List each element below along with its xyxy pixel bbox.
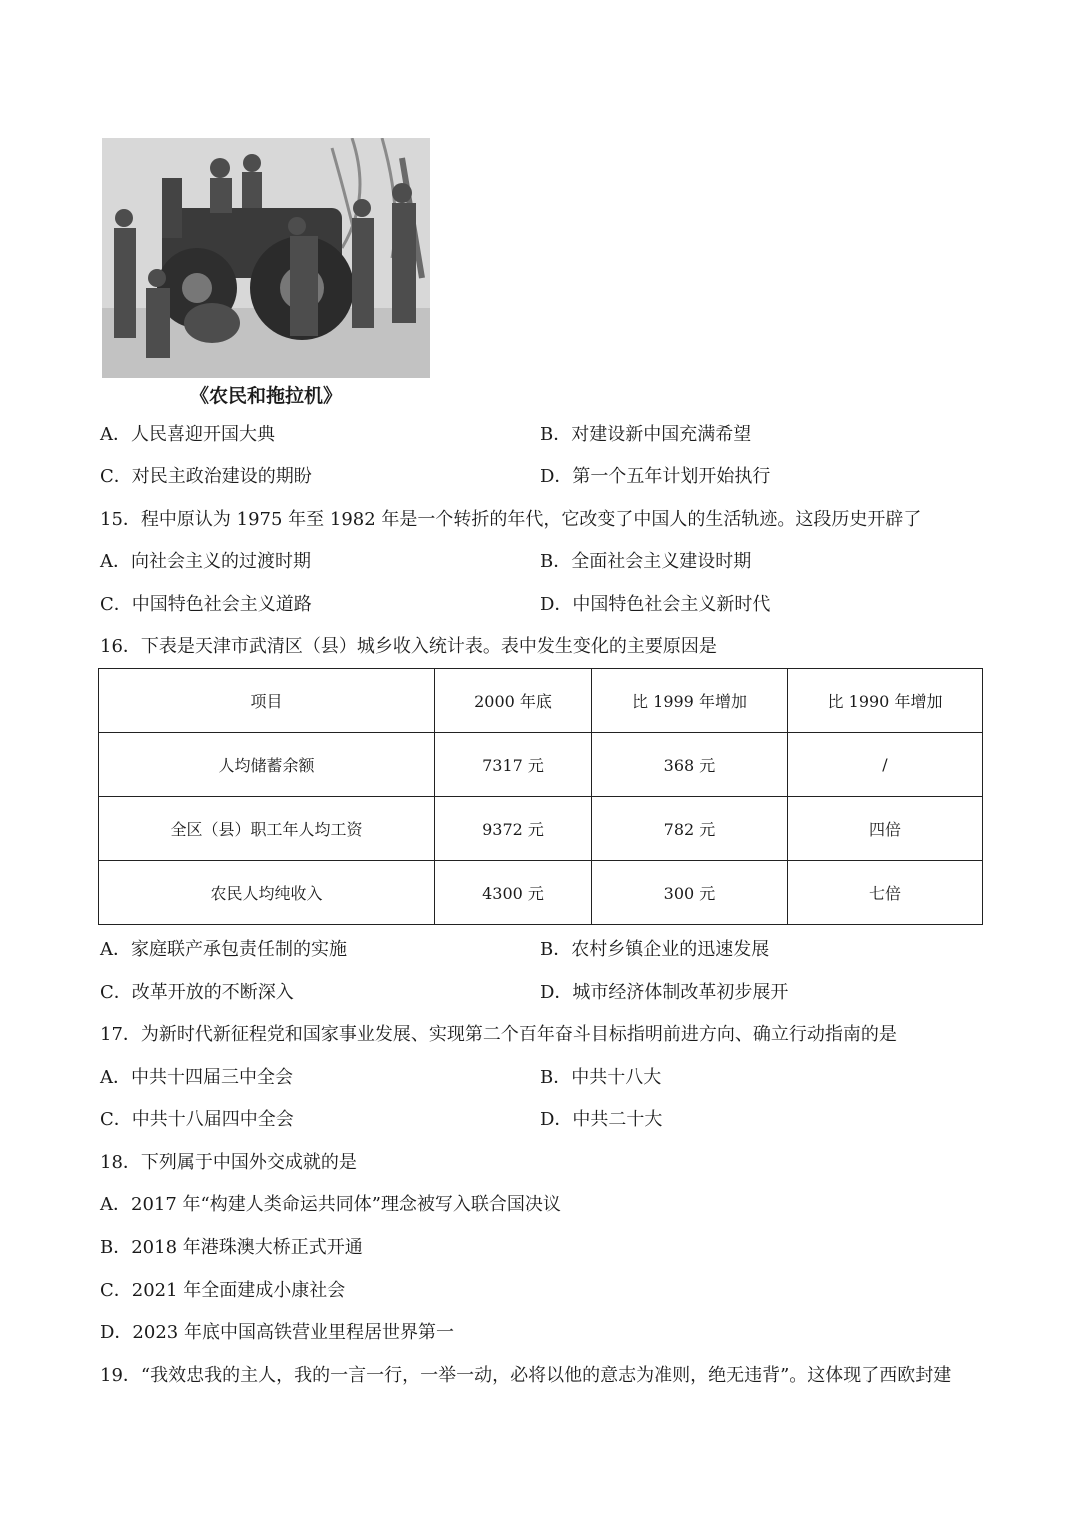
table-cell: /	[788, 733, 983, 797]
table-cell: 人均储蓄余额	[99, 733, 435, 797]
table-row	[99, 797, 983, 861]
q16-option-d: D．城市经济体制改革初步展开	[540, 982, 789, 1003]
q17-stem: 17．为新时代新征程党和国家事业发展、实现第二个百年奋斗目标指明前进方向、确立行动指南的是	[100, 1024, 897, 1045]
table-cell: 9372 元	[435, 797, 592, 861]
q17-option-b: B．中共十八大	[540, 1067, 662, 1088]
q16-stem: 16．下表是天津市武清区（县）城乡收入统计表。表中发生变化的主要原因是	[100, 636, 717, 657]
q18-stem: 18．下列属于中国外交成就的是	[100, 1152, 357, 1173]
q17-option-a: A．中共十四届三中全会	[100, 1067, 293, 1088]
table-cell: 7317 元	[435, 733, 592, 797]
q16-option-a: A．家庭联产承包责任制的实施	[100, 939, 347, 960]
table-header-cell: 比 1990 年增加	[788, 669, 983, 733]
q18-option-c: C．2021 年全面建成小康社会	[100, 1280, 346, 1301]
q16-option-c: C．改革开放的不断深入	[100, 982, 294, 1003]
table-cell: 300 元	[592, 861, 788, 925]
q19-stem: 19．“我效忠我的主人，我的一言一行，一举一动，必将以他的意志为准则，绝无违背”。这体现了西欧封建	[100, 1365, 952, 1386]
painting-farmers-and-tractor	[102, 138, 430, 378]
table-cell: 农民人均纯收入	[99, 861, 435, 925]
q14-option-a: A．人民喜迎开国大典	[100, 424, 275, 445]
q18-option-b: B．2018 年港珠澳大桥正式开通	[100, 1237, 363, 1258]
table-header-cell: 比 1999 年增加	[592, 669, 788, 733]
q17-option-c: C．中共十八届四中全会	[100, 1109, 294, 1130]
q14-option-d: D．第一个五年计划开始执行	[540, 466, 771, 487]
q14-option-b: B．对建设新中国充满希望	[540, 424, 752, 445]
table-cell: 七倍	[788, 861, 983, 925]
q15-option-a: A．向社会主义的过渡时期	[100, 551, 311, 572]
table-header-cell: 2000 年底	[435, 669, 592, 733]
q16-option-b: B．农村乡镇企业的迅速发展	[540, 939, 770, 960]
table-cell: 4300 元	[435, 861, 592, 925]
q14-option-c: C．对民主政治建设的期盼	[100, 466, 312, 487]
q15-stem: 15．程中原认为 1975 年至 1982 年是一个转折的年代，它改变了中国人的生活轨迹。这段历史开辟了	[100, 509, 922, 530]
painting-illustration	[102, 138, 430, 378]
q18-option-d: D．2023 年底中国高铁营业里程居世界第一	[100, 1322, 454, 1343]
q15-option-b: B．全面社会主义建设时期	[540, 551, 752, 572]
table-header-row	[99, 669, 983, 733]
table-row	[99, 733, 983, 797]
q15-option-c: C．中国特色社会主义道路	[100, 594, 312, 615]
q18-option-a: A．2017 年“构建人类命运共同体”理念被写入联合国决议	[100, 1194, 561, 1215]
table-row	[99, 861, 983, 925]
income-statistics-table	[98, 668, 983, 925]
table-cell: 368 元	[592, 733, 788, 797]
q17-option-d: D．中共二十大	[540, 1109, 663, 1130]
table-cell: 782 元	[592, 797, 788, 861]
table-cell: 全区（县）职工年人均工资	[99, 797, 435, 861]
table-cell: 四倍	[788, 797, 983, 861]
figure-caption: 《农民和拖拉机》	[189, 385, 342, 407]
table-header-cell: 项目	[99, 669, 435, 733]
q15-option-d: D．中国特色社会主义新时代	[540, 594, 771, 615]
